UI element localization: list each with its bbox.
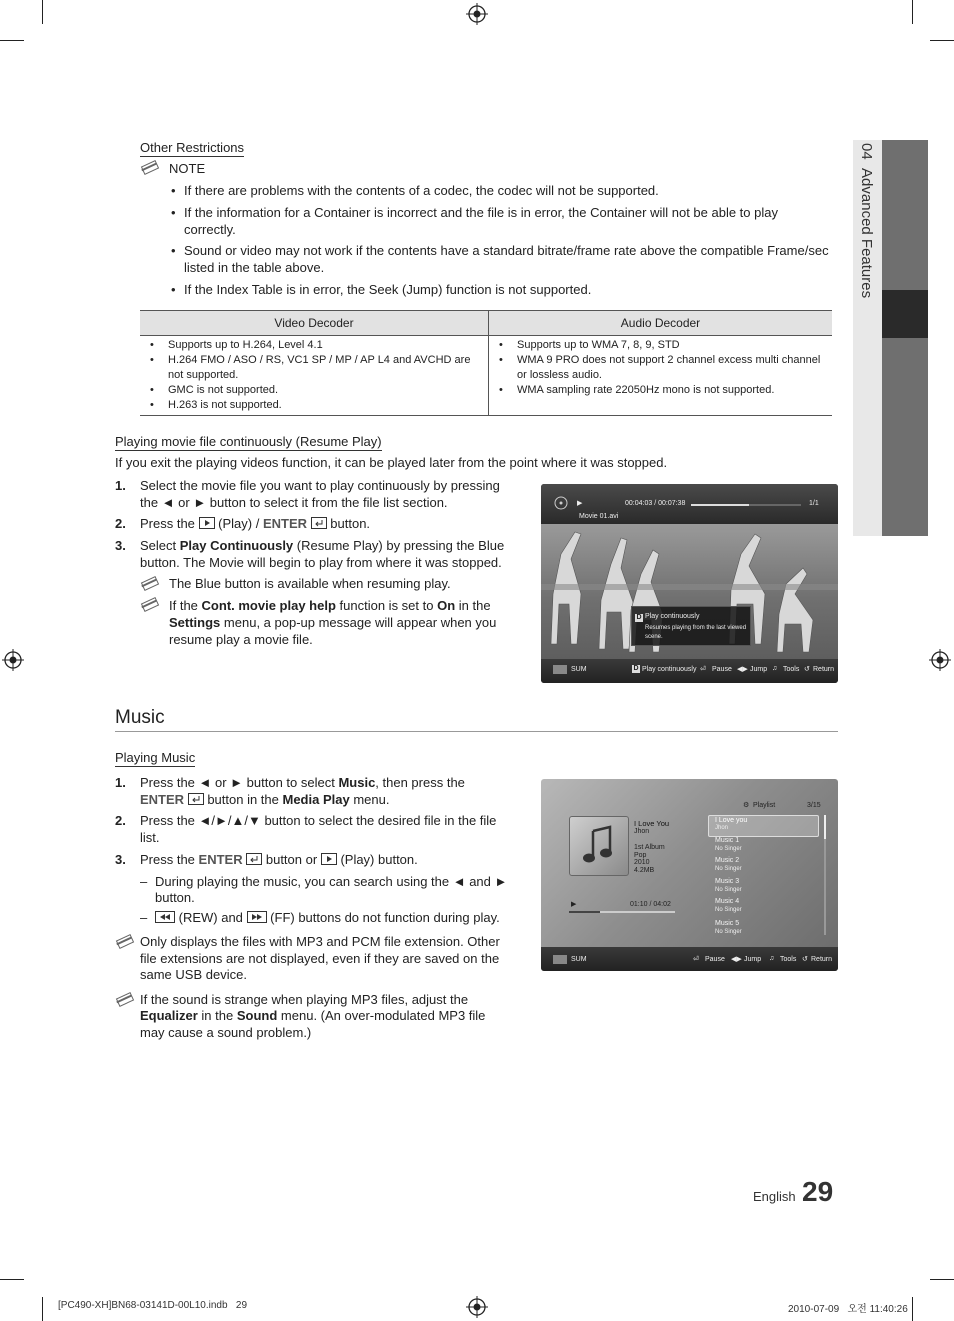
playlist-item-artist: No Singer <box>715 929 742 935</box>
enter-icon: ⏎ <box>693 956 699 963</box>
list-item: • Supports up to H.264, Level 4.1 <box>168 338 482 353</box>
enter-icon <box>311 517 327 529</box>
playlist-icon: ⚙ <box>743 802 750 809</box>
enter-icon: ⏎ <box>700 666 706 673</box>
print-filename: [PC490-XH]BN68-03141D-00L10.indb 29 <box>58 1300 248 1311</box>
note-text: may cause a sound problem.) <box>140 1025 312 1040</box>
print-timestamp: 2010-07-09 오전 11:40:26 <box>788 1304 908 1315</box>
side-tab-label <box>853 143 882 323</box>
music-player-screenshot <box>541 779 838 971</box>
audio-decoder-cell <box>489 336 833 416</box>
return-icon: ↺ <box>802 956 808 963</box>
bar-item: Pause <box>705 956 725 963</box>
movie-player-screenshot <box>541 484 838 683</box>
step-text: Press the ◄/►/▲/▼ button to select the desired file in the file <box>140 813 497 828</box>
note-text: If the sound is strange when playing MP3 files, adjust the <box>140 992 469 1007</box>
list-item: • Supports up to WMA 7, 8, 9, STD <box>517 338 826 353</box>
table-header: Video Decoder <box>140 311 489 336</box>
left-right-icon: ◀▶ <box>737 666 748 673</box>
step-number: 1. <box>115 478 126 493</box>
note-text: Settings menu, a pop-up message will appear when you <box>169 615 497 630</box>
footer-language: English <box>753 1189 796 1204</box>
song-album: 1st Album <box>634 844 665 851</box>
list-item: • H.264 FMO / ASO / RS, VC1 SP / MP / AP L4 and AVCHD are not supported. <box>168 353 482 383</box>
album-art <box>569 816 629 876</box>
playlist-item-title: Music 1 <box>715 837 740 844</box>
play-button-icon <box>199 517 215 529</box>
device-name: SUM <box>571 666 587 673</box>
registration-mark-bottom <box>466 1296 488 1318</box>
step-text: Select Play Continuously (Resume Play) by pressing the Blue <box>140 538 505 553</box>
music-note-icon <box>570 817 628 875</box>
music-section-title: Music <box>115 707 165 728</box>
step-text: ENTER button in the Media Play menu. <box>140 792 390 807</box>
bar-item: Jump <box>750 666 768 673</box>
rewind-icon <box>155 911 175 923</box>
page-number: 29 <box>802 1176 834 1207</box>
note-text: If the Cont. movie play help function is set to On in the <box>169 598 491 613</box>
step-number: 1. <box>115 775 126 790</box>
play-state-icon: ▶ <box>577 500 583 507</box>
step-text: button. The Movie will begin to play from where it was stopped. <box>140 555 502 570</box>
playlist-scrollbar[interactable] <box>824 815 826 935</box>
movie-progress <box>691 504 801 506</box>
playlist-item-artist: No Singer <box>715 846 742 852</box>
note-pencil-icon <box>140 577 158 589</box>
step-text: Press the (Play) / ENTER button. <box>140 516 371 531</box>
video-decoder-cell <box>140 336 489 416</box>
step-text: Select the movie file you want to play continuously by pressing <box>140 478 500 493</box>
step-text: list. <box>140 830 160 845</box>
playing-music-heading: Playing Music <box>115 750 196 765</box>
table-header: Audio Decoder <box>489 311 833 336</box>
popup-text: Resumes playing from the last viewed scene. <box>645 625 747 640</box>
note-text: same USB device. <box>140 967 247 982</box>
song-size: 4.2MB <box>634 867 655 874</box>
dash-text: button. <box>155 890 195 905</box>
movie-filename: Movie 01.avi <box>579 513 619 520</box>
note-pencil-icon <box>140 161 158 173</box>
registration-mark-top <box>466 3 488 25</box>
registration-mark-right <box>929 649 951 671</box>
bar-item: Tools <box>783 666 800 673</box>
step-text: the ◄ or ► button to select it from the file list section. <box>140 495 448 510</box>
playlist-item-title: Music 2 <box>715 857 740 864</box>
playlist-item-title: I Love you <box>715 817 748 824</box>
chapter-number: 04 <box>858 143 875 160</box>
music-divider <box>115 731 838 732</box>
bar-item: Play continuously <box>642 666 697 673</box>
enter-icon <box>246 853 262 865</box>
chapter-title: Advanced Features <box>858 168 875 299</box>
playlist-item-title: Music 4 <box>715 898 740 905</box>
tools-icon: ♫ <box>769 955 775 962</box>
note-pencil-icon <box>140 598 158 610</box>
restriction-item: If the Index Table is in error, the Seek (Jump) function is not supported. <box>184 282 592 297</box>
restriction-item: If there are problems with the contents of a codec, the codec will not be supported. <box>184 183 659 198</box>
playlist-item-title: Music 3 <box>715 878 740 885</box>
note-text: Only displays the files with MP3 and PCM file extension. Other <box>140 934 500 949</box>
side-tab-active <box>882 290 928 338</box>
play-state-icon: ▶ <box>571 901 577 908</box>
song-year: 2010 <box>634 859 650 866</box>
restriction-item: If the information for a Container is incorrect and the file is in error, the Container will not be able to play correctly. <box>184 205 778 237</box>
music-time: 01:10 / 04:02 <box>630 901 671 908</box>
song-artist: Jhon <box>634 828 650 835</box>
usb-device-icon <box>553 665 567 674</box>
step-text: Press the ◄ or ► button to select Music, then press the <box>140 775 465 790</box>
resume-popup <box>631 606 751 646</box>
usb-device-icon <box>553 955 567 964</box>
dash-text: During playing the music, you can search using the ◄ and ► <box>155 874 508 889</box>
step-number: 2. <box>115 516 126 531</box>
restriction-item: Sound or video may not work if the contents have a standard bitrate/frame rate above the compatible Frame/sec listed in the table above. <box>184 243 829 275</box>
step-text: Press the ENTER button or (Play) button. <box>140 852 418 867</box>
bar-item: Return <box>813 666 835 673</box>
playlist-item-artist: Jhon <box>715 825 729 831</box>
song-genre: Pop <box>634 852 647 859</box>
resume-intro: If you exit the playing videos function, it can be played later from the point where it was stopped. <box>115 455 668 470</box>
note-label: NOTE <box>169 161 206 176</box>
movie-time: 00:04:03 / 00:07:38 <box>625 500 686 507</box>
note-pencil-icon <box>115 935 133 947</box>
blue-button-icon: D <box>633 665 639 672</box>
other-restrictions-heading: Other Restrictions <box>140 140 245 155</box>
fast-forward-icon <box>247 911 267 923</box>
note-text: resume play a movie file. <box>169 632 313 647</box>
list-item: • H.263 is not supported. <box>168 398 482 413</box>
movie-page: 1/1 <box>809 500 819 507</box>
tools-icon: ♫ <box>772 665 778 672</box>
playlist-item-artist: No Singer <box>715 866 742 872</box>
note-text: file extensions are not displayed, even if they are saved on the <box>140 951 500 966</box>
playlist-count: 3/15 <box>807 802 821 809</box>
bar-item: Tools <box>780 956 797 963</box>
left-right-icon: ◀▶ <box>731 956 742 963</box>
popup-title: Play continuously <box>645 613 700 620</box>
bar-item: Jump <box>744 956 762 963</box>
enter-icon <box>188 793 204 805</box>
film-reel-icon <box>553 495 569 511</box>
step-number: 3. <box>115 852 126 867</box>
registration-mark-left <box>2 649 24 671</box>
list-item: • WMA sampling rate 22050Hz mono is not supported. <box>517 383 826 398</box>
bar-item: Pause <box>712 666 732 673</box>
note-pencil-icon <box>115 993 133 1005</box>
playlist-item-artist: No Singer <box>715 907 742 913</box>
side-tab-bar <box>882 140 928 536</box>
list-item: • GMC is not supported. <box>168 383 482 398</box>
blue-button-icon: D <box>636 614 642 621</box>
resume-play-heading: Playing movie file continuously (Resume Play) <box>115 434 382 449</box>
bar-item: Return <box>811 956 833 963</box>
playlist-label: Playlist <box>753 802 776 809</box>
dash-text: (REW) and (FF) buttons do not function during play. <box>155 909 500 926</box>
music-progress <box>569 911 675 913</box>
step-number: 2. <box>115 813 126 828</box>
playlist-item-title: Music 5 <box>715 920 740 927</box>
device-name: SUM <box>571 956 587 963</box>
play-button-icon <box>321 853 337 865</box>
step-number: 3. <box>115 538 126 553</box>
note-text: The Blue button is available when resuming play. <box>169 576 451 591</box>
note-text: Equalizer in the Sound menu. (An over-modulated MP3 file <box>140 1008 486 1023</box>
decoder-table <box>140 310 832 416</box>
return-icon: ↺ <box>804 666 810 673</box>
list-item: • WMA 9 PRO does not support 2 channel excess multi channel or lossless audio. <box>517 353 826 383</box>
song-title: I Love You <box>634 819 670 828</box>
playlist-item-artist: No Singer <box>715 887 742 893</box>
